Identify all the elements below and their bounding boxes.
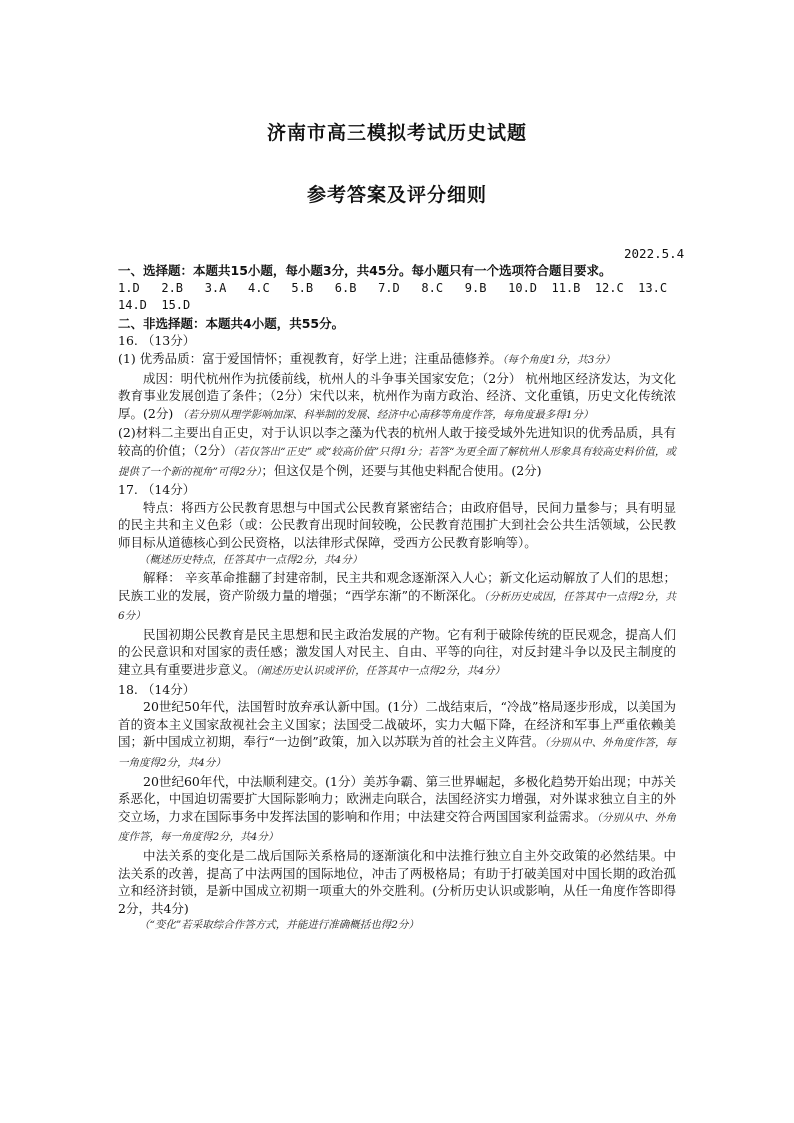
q16-causes-note: （若分别从理学影响加深、科举制的发展、经济中心南移等角度作答，每角度最多得1分） <box>177 408 594 421</box>
q18-1960s-text: 20世纪60年代，中法顺利建交。(1分）美苏争霸、第三世界崛起，多极化趋势开始出现；中苏关系恶化，中国迫切需要扩大国际影响力；欧洲走向联合，法国经济实力增强，对外谋求独立自主的外交立场，力求在国际事务中发挥法国的影响和作用；中法建交符合两国国家利益需求。 <box>118 773 676 824</box>
q17-explanation-text: 解释： 辛亥革命推翻了封建帝制，民主共和观念逐渐深入人心；新文化运动解放了人们的思想；民族工业的发展，资产阶级力量的增强；“西学东渐”的不断深化。 <box>118 570 676 603</box>
q17-label: 17. （14分） <box>118 482 196 498</box>
q16-label: 16. （13分） <box>118 333 196 349</box>
q18-conclusion: 中法关系的变化是二战后国际关系格局的逐渐演化和中法推行独立自主外交政策的必然结果。中法关系的改善，提高了中法两国的国际地位，冲击了两极格局；有助于打破美国对中国长期的政治孤立和经济封锁，是新中国成立初期一项重大的外交胜利。(分析历史认识或影响，从任一角度作答即得2分，共4分) <box>118 848 676 916</box>
section2-heading: 二、非选择题：本题共4小题，共55分。 <box>118 315 345 331</box>
q16-causes <box>118 370 676 425</box>
q16-causes-text: 成因：明代杭州作为抗倭前线，杭州人的斗争事关国家安危；（2分） 杭州地区经济发达，为文化教育事业发展创造了条件；（2分）宋代以来，杭州作为南方政治、经济、文化重镇，历史文化传统浓厚。(2分) <box>118 370 676 421</box>
q17-explanation <box>118 569 676 626</box>
q17-features: 特点：将西方公民教育思想与中国式公民教育紧密结合；由政府倡导，民间力量参与；具有明显的民主共和主义色彩（或：公民教育出现时间较晚，公民教育范围扩大到社会公共生活领域，公民教师目标从道德核心到公民资格，以法律形式保障，受西方公民教育影响等）。 <box>118 499 676 550</box>
q17-features-note: （概述历史特点，任答其中一点得2分，共4分） <box>139 553 363 566</box>
q17-evaluation-note: （阐述历史认识或评价，任答其中一点得2分，共4分） <box>255 665 506 678</box>
q18-final-note: （“变化”若采取综合作答方式，并能进行准确概括也得2分） <box>139 919 419 932</box>
q17-evaluation-text: 民国初期公民教育是民主思想和民主政治发展的产物。它有利于破除传统的臣民观念，提高人们的公民意识和对国家的责任感；激发国人对民主、自由、平等的向往，对反封建斗争以及民主制度的建立具有重要进步意义。 <box>118 626 676 678</box>
document-subtitle: 参考答案及评分细则 <box>306 184 487 206</box>
q18-1960s-note: （分别从中、外角度作答，每一角度得2分，共4分） <box>118 811 676 844</box>
q18-1950s <box>118 698 676 772</box>
document-date: 2022.5.4 <box>624 246 685 261</box>
q17-explanation-note: （分析历史成因，任答其中一点得2分，共6分） <box>118 590 676 623</box>
q18-1950s-text: 20世纪50年代，法国暂时放弃承认新中国。(1分）二战结束后，“冷战”格局逐步形成，以美国为首的资本主义国家敌视社会主义国家；法国受二战破坏，实力大幅下降，在经济和军事上严重依赖美国；新中国成立初期，奉行“一边倒”政策，加入以苏联为首的社会主义阵营。 <box>118 699 676 750</box>
q18-label: 18. （14分） <box>118 681 196 697</box>
choice-answers-line-2: 14.D 15.D <box>118 298 191 313</box>
q18-1960s <box>118 773 676 847</box>
q17-evaluation <box>118 626 676 681</box>
q16-part1-note: （每个角度1分，共3分） <box>502 353 616 366</box>
answer-body <box>118 262 676 935</box>
q18-1950s-note: （分别从中、外角度作答，每一角度得2分，共4分） <box>118 737 676 770</box>
q16-part2-text-b: ；但这仅是个例，还要与其他史料配合使用。(2分) <box>261 462 542 478</box>
choice-answers-line-1: 1.D 2.B 3.A 4.C 5.B 6.B 7.D 8.C 9.B 10.D 11.B 12.C 13.C <box>118 280 668 295</box>
q16-part1-text: (1) 优秀品质：富于爱国情怀；重视教育，好学上进；注重品德修养。 <box>118 350 503 366</box>
section1-heading: 一、选择题：本题共15小题，每小题3分，共45分。每小题只有一个选项符合题目要求。 <box>118 263 612 278</box>
q16-part2-note: （若仅答出“正史” 或“较高价值”只得1分；若答“为更全面了解杭州人形象具有较高史料价值，或提供了一个新的视角”可得2分） <box>118 445 676 478</box>
document-title: 济南市高三模拟考试历史试题 <box>266 122 527 144</box>
q16-part1 <box>118 350 676 370</box>
q16-part2-text-a: (2)材料二主要出自正史，对于认识以李之藻为代表的杭州人敢于接受域外先进知识的优秀品质，具有较高的价值；（2分） <box>118 425 676 458</box>
q16-part2 <box>118 424 676 481</box>
